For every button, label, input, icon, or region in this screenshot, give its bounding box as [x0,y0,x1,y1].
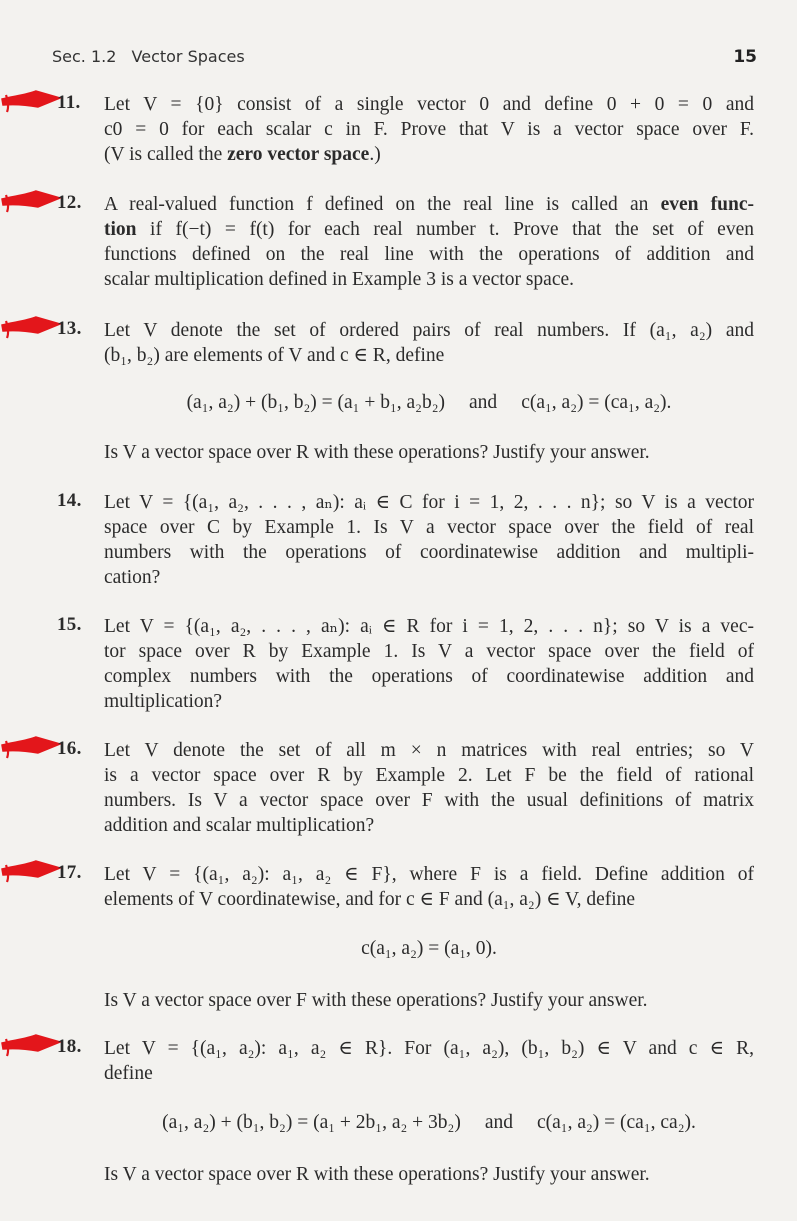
exercise-number: 11. [57,92,81,113]
text-line: (V is called the zero vector space.) [104,144,381,165]
display-equation [104,1110,754,1135]
exercise-text [104,614,754,714]
exercise-number: 16. [57,738,82,759]
exercise-text [104,318,754,368]
section-title: Vector Spaces [131,47,245,66]
equation-part: (a₁, a₂) + (b₁, b₂) = (a₁ + b₁, a₂b₂) [186,392,446,413]
text-line: (b₁, b₂) are elements of V and c ∈ R, define [104,345,445,366]
section-number: Sec. 1.2 [52,47,117,66]
text-line: cation? [104,567,161,588]
exercise-text [104,92,754,167]
red-arrow-annotation-icon [0,311,62,341]
red-arrow-annotation-icon [0,1029,62,1059]
page-header [52,47,757,71]
text-line: Let V = {(a₁, a₂, . . . , aₙ): aᵢ ∈ R for i = 1, 2, . . . n}; so V is a vec- [104,616,754,637]
text-line: tor space over R by Example 1. Is V a vector space over the field of [104,641,754,662]
text-line: A real-valued function f defined on the real line is called an even func- [104,194,754,215]
text-line: c0 = 0 for each scalar c in F. Prove that V is a vector space over F. [104,119,754,140]
text-line: functions defined on the real line with the operations of addition and [104,244,754,265]
equation-part: and [484,1112,513,1133]
exercise-text [104,192,754,292]
text-line: is a vector space over R by Example 2. Let F be the field of rational [104,765,754,786]
text-line: Let V = {(a₁, a₂, . . . , aₙ): aᵢ ∈ C for i = 1, 2, . . . n}; so V is a vector [104,492,754,513]
text-line: Let V = {(a₁, a₂): a₁, a₂ ∈ F}, where F is a field. Define addition of [104,864,754,885]
exercise-text [104,490,754,590]
exercise-text [104,738,754,838]
text-line: numbers. Is V a vector space over F with the usual definitions of matrix [104,790,754,811]
text-line: Let V denote the set of ordered pairs of real numbers. If (a₁, a₂) and [104,320,754,341]
text-line: Let V = {(a₁, a₂): a₁, a₂ ∈ R}. For (a₁, a₂), (b₁, b₂) ∈ V and c ∈ R, [104,1038,754,1059]
exercise-number: 18. [57,1036,82,1057]
text-line: multiplication? [104,691,223,712]
exercise-number: 13. [57,318,82,339]
text-line: Let V = {0} consist of a single vector 0 and define 0 + 0 = 0 and [104,94,754,115]
exercise-text [104,862,754,912]
equation-part: c(a₁, a₂) = (ca₁, ca₂). [536,1112,696,1133]
display-equation [104,390,754,415]
text-line: space over C by Example 1. Is V a vector space over the field of real [104,517,754,538]
text-line: elements of V coordinatewise, and for c ∈ F and (a₁, a₂) ∈ V, define [104,889,636,910]
text-line: complex numbers with the operations of coordinatewise addition and [104,666,754,687]
equation-part: and [469,392,498,413]
follow-up-question: Is V a vector space over R with these operations? Justify your answer. [104,442,650,463]
exercise-number: 14. [57,490,82,511]
red-arrow-annotation-icon [0,731,62,761]
equation-part: c(a₁, a₂) = (a₁, 0). [361,938,497,959]
exercise-text [104,1036,754,1086]
exercise-number: 17. [57,862,82,883]
red-arrow-annotation-icon [0,85,62,115]
page-number: 15 [733,47,757,67]
text-line: Let V denote the set of all m × n matrices with real entries; so V [104,740,754,761]
equation-part: c(a₁, a₂) = (ca₁, a₂). [521,392,672,413]
exercise-number: 15. [57,614,82,635]
display-equation [104,936,754,961]
follow-up-question: Is V a vector space over R with these operations? Justify your answer. [104,1164,650,1185]
red-arrow-annotation-icon [0,185,62,215]
follow-up-question: Is V a vector space over F with these operations? Justify your answer. [104,990,648,1011]
red-arrow-annotation-icon [0,855,62,885]
exercise-number: 12. [57,192,82,213]
running-head [52,47,255,66]
text-line: scalar multiplication defined in Example 3 is a vector space. [104,269,574,290]
text-line: tion if f(−t) = f(t) for each real number t. Prove that the set of even [104,219,754,240]
text-line: addition and scalar multiplication? [104,815,375,836]
equation-part: (a₁, a₂) + (b₁, b₂) = (a₁ + 2b₁, a₂ + 3b₂) [162,1112,461,1133]
text-line: define [104,1063,153,1084]
text-line: numbers with the operations of coordinatewise addition and multipli- [104,542,754,563]
